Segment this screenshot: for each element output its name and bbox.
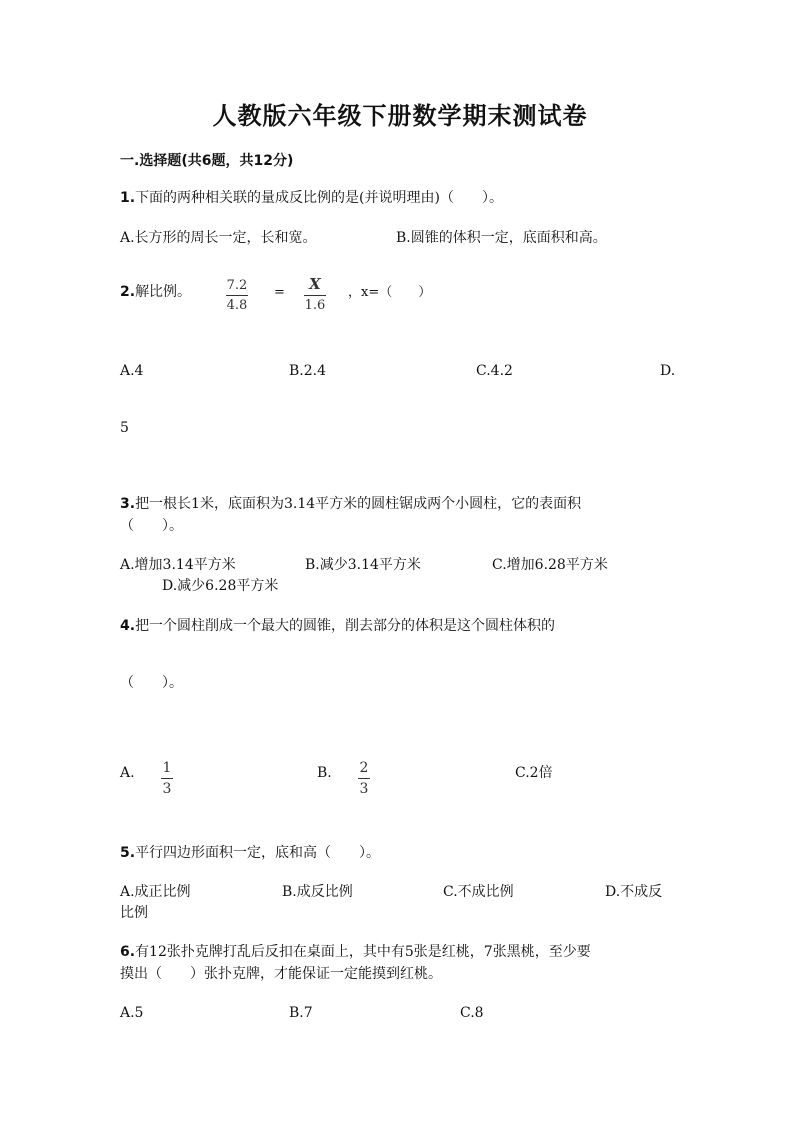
option-c: C.4.2 <box>476 363 513 379</box>
option-d: D. <box>660 363 676 379</box>
option-d: D.减少6.28平方米 <box>162 578 279 594</box>
option-c: C.8 <box>460 1005 484 1021</box>
question-tail: ，x=（ ） <box>348 285 432 300</box>
fraction-2 <box>304 274 326 313</box>
option-a: A.增加3.14平方米 <box>120 557 236 573</box>
question-number: 5. <box>120 845 136 861</box>
answer-blank: （ ）。 <box>120 675 183 691</box>
question-number: 1. <box>120 190 136 206</box>
option-a: A.长方形的周长一定，长和宽。 <box>120 230 317 246</box>
option-a: A.5 <box>120 1005 144 1021</box>
option-a: A.4 <box>120 363 144 379</box>
question-6 <box>120 942 591 962</box>
question-4 <box>120 616 555 636</box>
option-b: B.圆锥的体积一定，底面积和高。 <box>396 230 607 246</box>
option-a-fraction <box>161 757 173 797</box>
option-d-continued: 5 <box>120 420 129 436</box>
fraction-numerator: 1 <box>162 760 172 776</box>
fraction-numerator: 7.2 <box>226 278 248 293</box>
equals-sign: = <box>274 285 285 300</box>
question-text: 下面的两种相关联的量成反比例的是(并说明理由)（ ）。 <box>135 190 503 206</box>
question-number: 2. <box>120 284 136 300</box>
section-heading: 一.选择题(共6题，共12分) <box>120 153 294 169</box>
question-3 <box>120 494 581 514</box>
question-text: 有12张扑克牌打乱后反扣在桌面上，其中有5张是红桃，7张黑桃，至少要 <box>135 944 591 960</box>
question-5 <box>120 843 380 863</box>
question-text-line-2: （ ）。 <box>120 518 183 534</box>
question-text: 解比例。 <box>135 284 192 300</box>
question-number: 3. <box>120 496 136 512</box>
option-c: C.增加6.28平方米 <box>492 557 608 573</box>
page-title: 人教版六年级下册数学期末测试卷 <box>212 102 588 130</box>
question-number: 4. <box>120 618 136 634</box>
option-b-fraction <box>358 757 370 797</box>
question-text: 把一个圆柱削成一个最大的圆锥，削去部分的体积是这个圆柱体积的 <box>135 618 556 634</box>
fraction-denominator: 3 <box>162 781 172 797</box>
option-a: A.成正比例 <box>120 884 191 900</box>
fraction-numerator: 2 <box>359 760 369 776</box>
option-d-continued: 比例 <box>120 905 148 921</box>
option-b: B.7 <box>289 1005 313 1021</box>
fraction-1 <box>226 274 248 313</box>
question-1 <box>120 188 503 208</box>
option-b: B. <box>317 765 332 781</box>
option-b: B.减少3.14平方米 <box>305 557 421 573</box>
question-number: 6. <box>120 944 136 960</box>
question-text: 把一根长1米，底面积为3.14平方米的圆柱锯成两个小圆柱，它的表面积 <box>135 496 582 512</box>
option-b: B.成反比例 <box>282 884 353 900</box>
option-c: C.2倍 <box>515 765 553 781</box>
question-text-line-2: 摸出（ ）张扑克牌，才能保证一定能摸到红桃。 <box>120 966 442 982</box>
fraction-denominator: 3 <box>359 781 369 797</box>
option-a: A. <box>120 765 135 781</box>
option-c: C.不成比例 <box>443 884 514 900</box>
question-2 <box>120 282 191 302</box>
option-d: D.不成反 <box>605 884 663 900</box>
fraction-denominator: 4.8 <box>226 298 248 313</box>
option-b: B.2.4 <box>289 363 327 379</box>
fraction-numerator: X <box>309 275 321 293</box>
question-text: 平行四边形面积一定，底和高（ ）。 <box>135 845 381 861</box>
fraction-denominator: 1.6 <box>304 298 326 313</box>
